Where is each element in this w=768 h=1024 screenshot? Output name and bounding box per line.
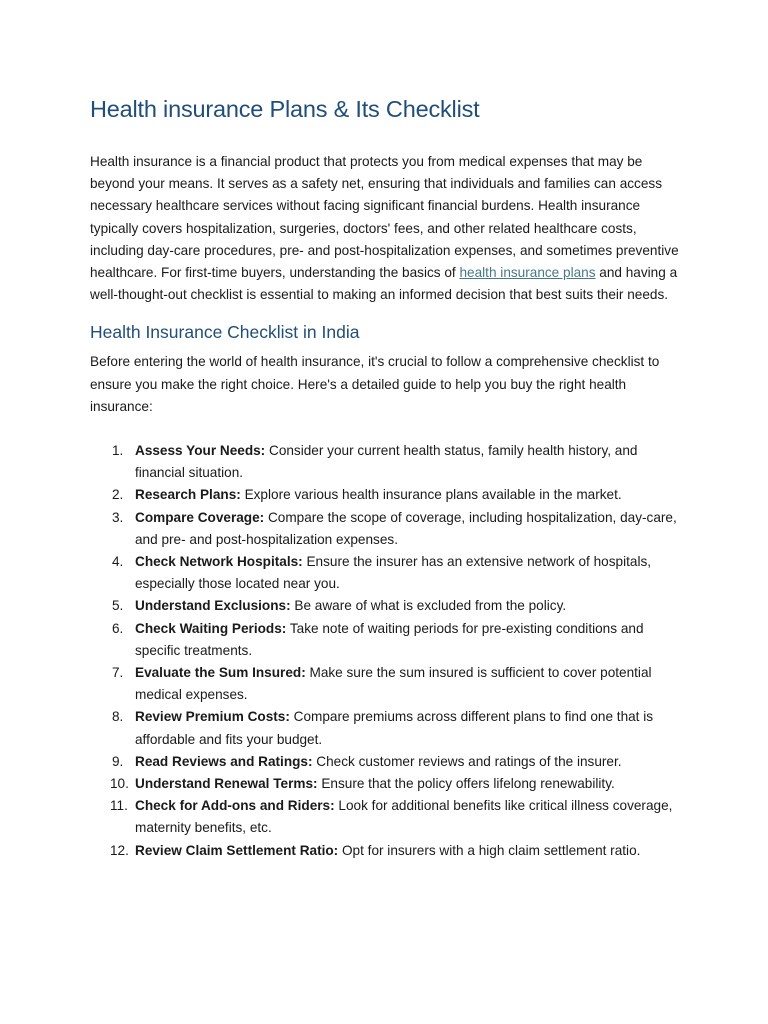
- checklist-item: [90, 507, 682, 551]
- item-text: Look for additional benefits like critical illness coverage, maternity benefits, etc.: [135, 798, 673, 836]
- page-title: Health insurance Plans & Its Checklist: [90, 96, 480, 122]
- intro-text-before-link: Health insurance is a financial product that protects you from medical expenses that may be beyond your means. It serves as a safety net, ensuring that individuals and families can access necessary healthcare services without facing significant financial burdens. Health insurance typically covers hospitalization, surgeries, doctors' fees, and other related healthcare costs, including day-care procedures, pre- and post-hospitalization expenses, and sometimes preventive healthcare. For first-time buyers, understanding the basics of: [90, 154, 679, 281]
- item-title: Check Network Hospitals:: [135, 554, 303, 570]
- health-insurance-plans-link[interactable]: health insurance plans: [459, 265, 596, 281]
- item-text: Ensure that the policy offers lifelong renewability.: [317, 776, 615, 792]
- item-title: Check Waiting Periods:: [135, 620, 287, 636]
- item-title: Read Reviews and Ratings:: [135, 753, 313, 769]
- item-number: 9.: [112, 753, 124, 769]
- intro-paragraph: [90, 151, 682, 306]
- checklist-item: [90, 662, 682, 706]
- item-number: 3.: [112, 509, 124, 525]
- checklist-item: [90, 795, 682, 839]
- item-number: 1.: [112, 443, 124, 459]
- item-text: Compare the scope of coverage, including hospitalization, day-care, and pre- and post-hospitalization expenses.: [135, 509, 677, 547]
- item-text: Make sure the sum insured is sufficient to cover potential medical expenses.: [135, 665, 652, 703]
- checklist-item: [90, 484, 682, 506]
- document-content: [90, 94, 682, 862]
- checklist-item: [90, 706, 682, 750]
- item-title: Review Claim Settlement Ratio:: [135, 842, 339, 858]
- item-title: Evaluate the Sum Insured:: [135, 665, 306, 681]
- item-title: Research Plans:: [135, 487, 241, 503]
- item-title: Understand Exclusions:: [135, 598, 291, 614]
- checklist-item: [90, 751, 682, 773]
- checklist-item: [90, 773, 682, 795]
- item-text: Take note of waiting periods for pre-existing conditions and specific treatments.: [135, 620, 644, 658]
- item-title: Assess Your Needs:: [135, 443, 266, 459]
- item-title: Compare Coverage:: [135, 509, 265, 525]
- item-title: Understand Renewal Terms:: [135, 776, 318, 792]
- item-title: Check for Add-ons and Riders:: [135, 798, 335, 814]
- item-text: Check customer reviews and ratings of the insurer.: [312, 753, 622, 769]
- item-text: Be aware of what is excluded from the policy.: [290, 598, 567, 614]
- section-heading: Health Insurance Checklist in India: [90, 322, 360, 343]
- item-number: 12.: [110, 842, 129, 858]
- checklist-item: [90, 618, 682, 662]
- item-text: Compare premiums across different plans to find one that is affordable and fits your budget.: [135, 709, 654, 747]
- checklist: [90, 440, 682, 862]
- item-number: 7.: [112, 665, 124, 681]
- item-number: 11.: [110, 798, 128, 814]
- checklist-item: [90, 551, 682, 595]
- item-text: Explore various health insurance plans available in the market.: [240, 487, 622, 503]
- item-number: 10.: [110, 776, 129, 792]
- item-number: 4.: [112, 554, 124, 570]
- item-number: 2.: [112, 487, 124, 503]
- checklist-item: [90, 595, 682, 617]
- checklist-item: [90, 440, 682, 484]
- checklist-item: [90, 840, 682, 862]
- section-intro-paragraph: Before entering the world of health insurance, it's crucial to follow a comprehensive checklist to ensure you make the right choice. Here's a detailed guide to help you buy the right health insurance:: [90, 354, 660, 414]
- item-title: Review Premium Costs:: [135, 709, 290, 725]
- item-text: Consider your current health status, family health history, and financial situation.: [135, 443, 638, 481]
- item-number: 6.: [112, 620, 124, 636]
- item-text: Opt for insurers with a high claim settlement ratio.: [338, 842, 641, 858]
- intro-text-after-link: and having a well-thought-out checklist is essential to making an informed decision that best suits their needs.: [90, 265, 678, 303]
- item-number: 5.: [112, 598, 124, 614]
- item-number: 8.: [112, 709, 124, 725]
- item-text: Ensure the insurer has an extensive network of hospitals, especially those located near you.: [135, 554, 652, 592]
